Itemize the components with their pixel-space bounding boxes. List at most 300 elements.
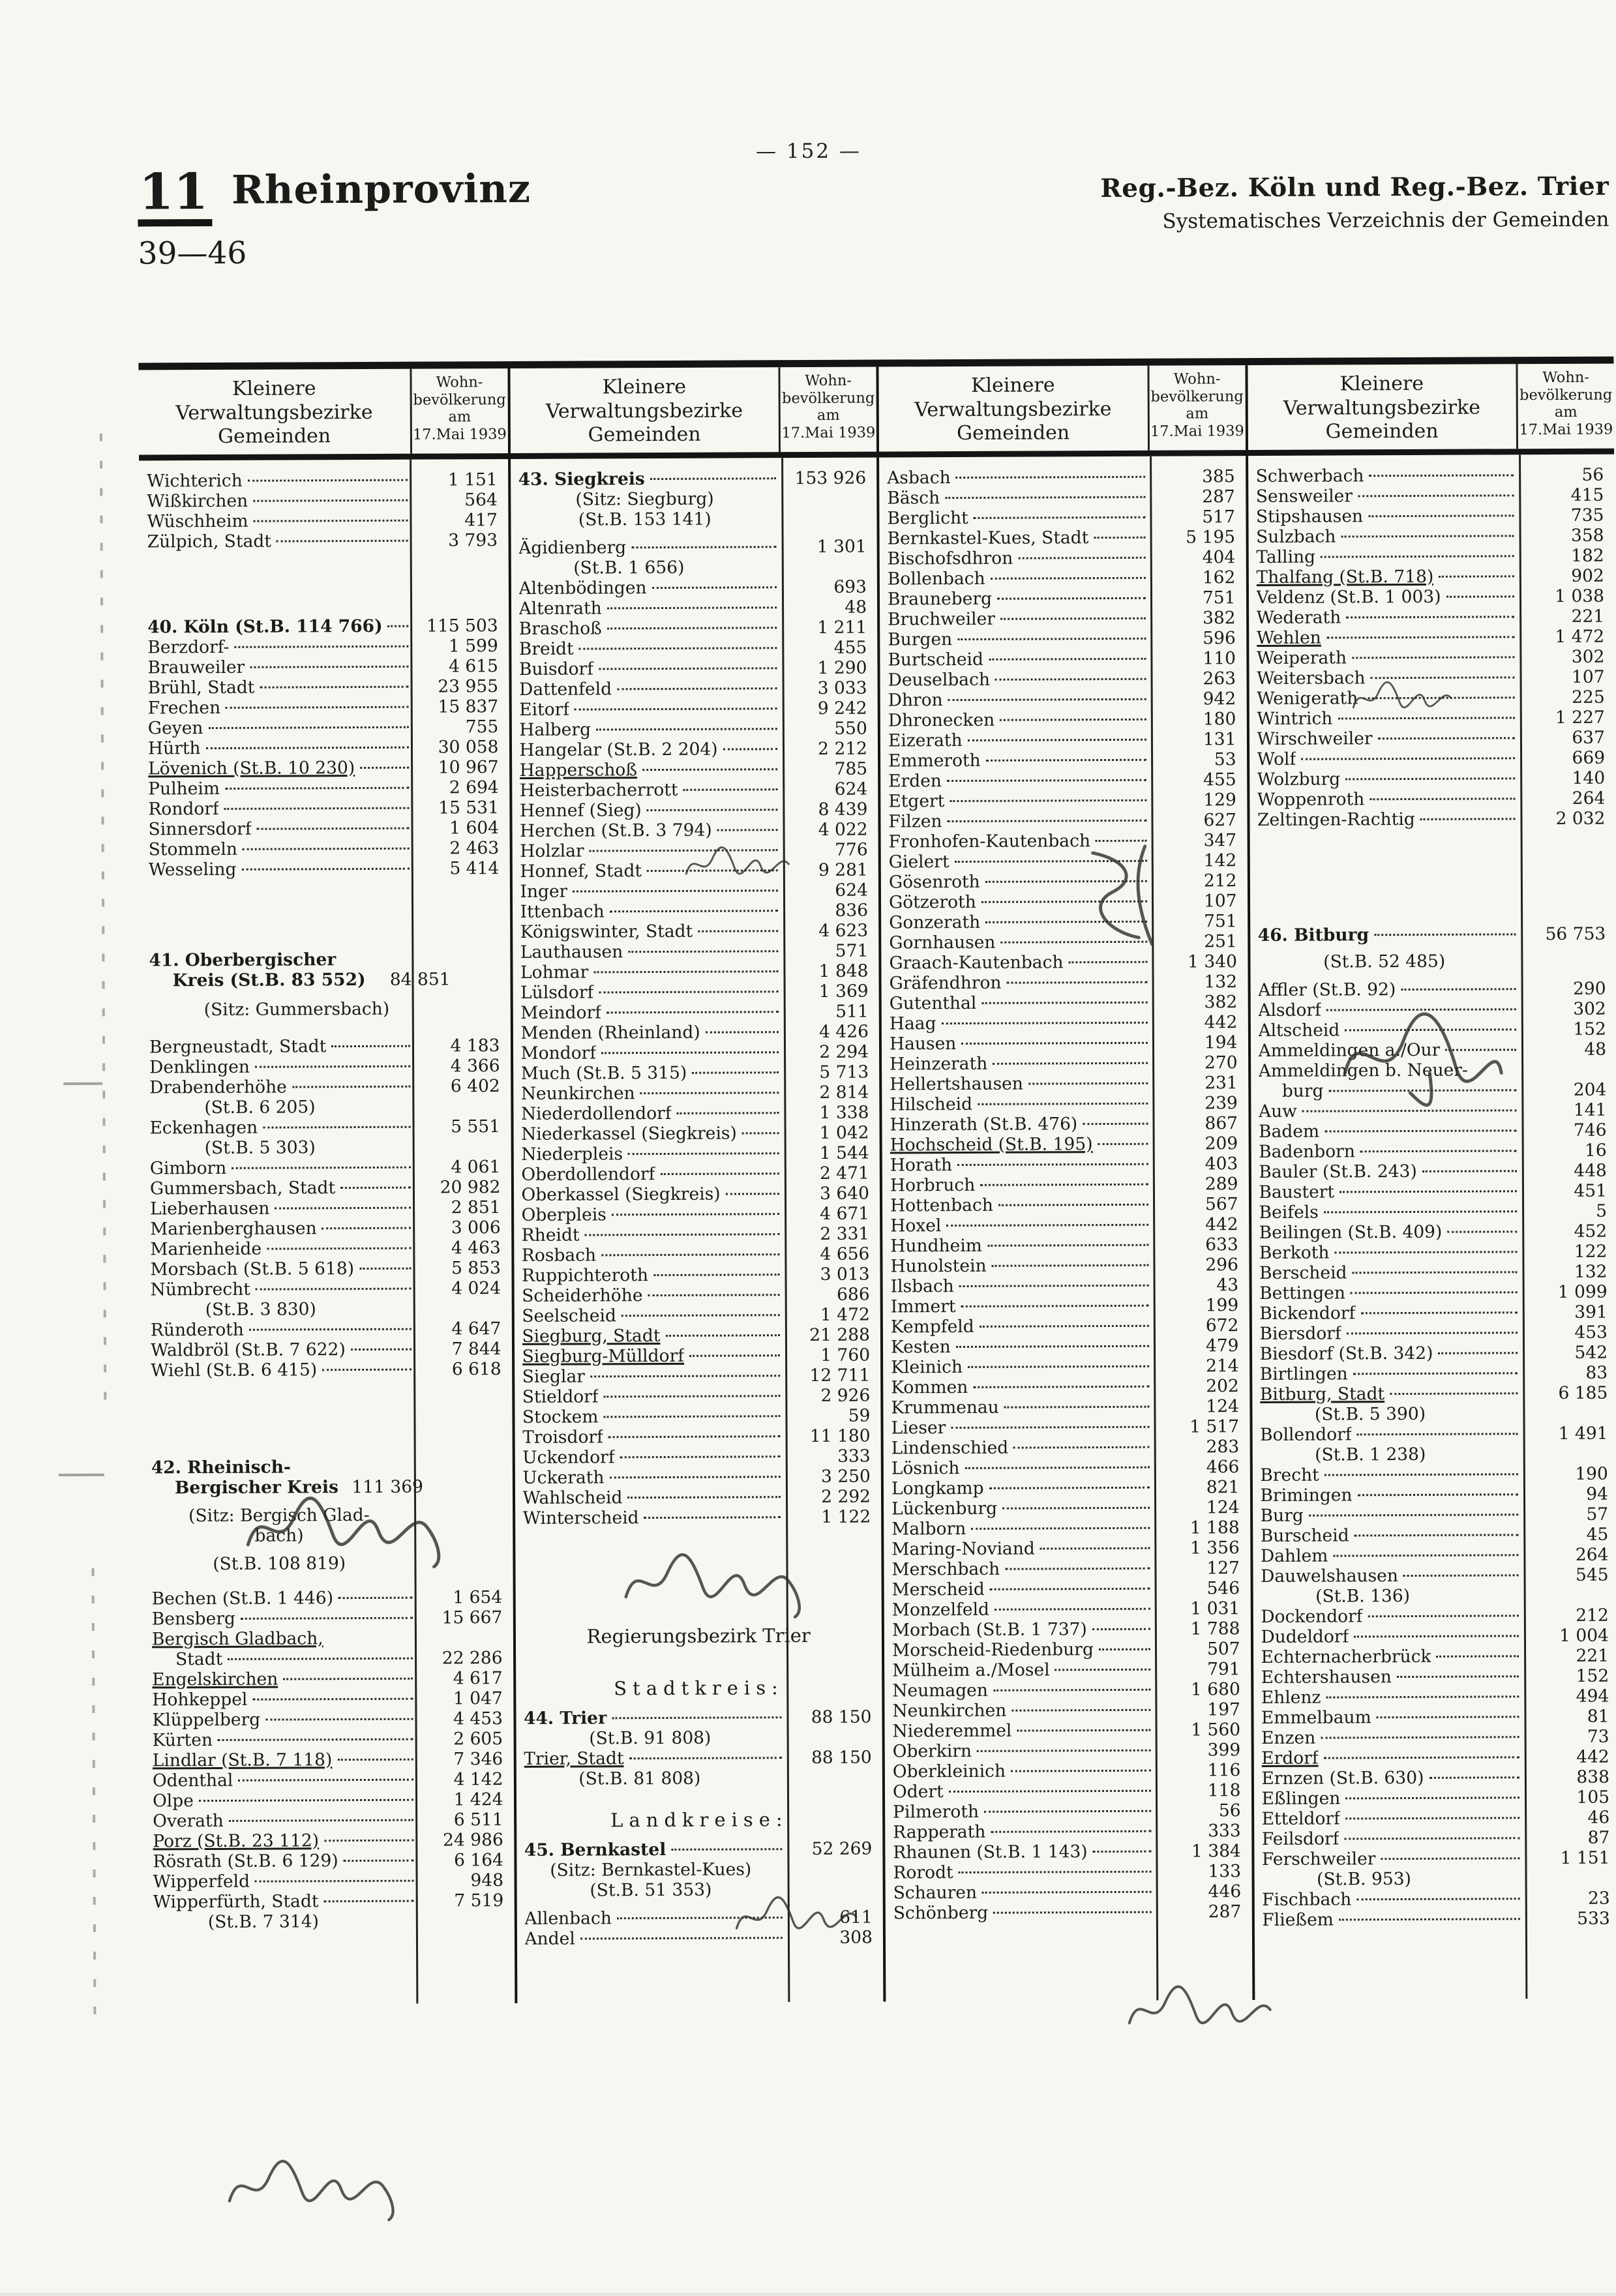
population-value: 1 788 [1190, 1618, 1240, 1639]
dotted-leader [974, 516, 1145, 519]
table-row [142, 1056, 511, 1077]
note-row: (St.B. 5 390) [1314, 1403, 1426, 1425]
dotted-leader [609, 1476, 780, 1478]
gemeinde-name: Dockendorf [1261, 1606, 1363, 1627]
population-value: 212 [1203, 870, 1237, 891]
table-row [1252, 1382, 1616, 1404]
gemeinde-name: Gonzerath [889, 912, 981, 933]
population-value: 2 331 [820, 1223, 870, 1244]
table-column [508, 457, 884, 2003]
population-value: 296 [1205, 1254, 1239, 1275]
population-value: 87 [1587, 1827, 1610, 1848]
district-row [141, 969, 510, 991]
population-value: 264 [1575, 1544, 1609, 1565]
population-value: 289 [1205, 1173, 1238, 1195]
population-value: 751 [1202, 587, 1236, 608]
table-row [139, 510, 508, 531]
dotted-leader [608, 1435, 781, 1438]
population-value: 83 [1585, 1362, 1608, 1383]
table-row [879, 486, 1246, 508]
dotted-leader [388, 625, 408, 627]
table-row [885, 1861, 1251, 1883]
gemeinde-name: Ägidienberg [518, 537, 627, 558]
gemeinde-name: Niederdollendorf [520, 1103, 672, 1124]
table-row [1248, 565, 1615, 587]
gemeinde-name: Hilscheid [890, 1094, 973, 1115]
table-row [881, 951, 1248, 973]
dotted-leader [644, 1516, 781, 1519]
header-group [876, 365, 1245, 451]
table-row [142, 1217, 511, 1239]
gemeinde-name: Haag [889, 1013, 936, 1034]
table-row [884, 1639, 1251, 1660]
section-heading: Stadtkreis: [614, 1676, 784, 1700]
gemeinde-name: Stieldorf [522, 1386, 599, 1407]
population-value: 21 288 [809, 1324, 870, 1345]
dotted-leader [256, 1287, 411, 1290]
gemeinde-name: Wolzburg [1257, 769, 1341, 790]
dotted-leader [593, 970, 778, 973]
dotted-leader [260, 685, 408, 688]
table-row [140, 798, 509, 819]
population-value: 1 099 [1557, 1281, 1608, 1302]
population-value: 221 [1571, 606, 1605, 627]
table-row [140, 530, 509, 552]
gemeinde-name: Malborn [891, 1518, 966, 1540]
gemeinde-name: Siegburg-Mülldorf [522, 1345, 685, 1367]
table-row [884, 1558, 1250, 1579]
table-row [883, 1376, 1249, 1397]
dotted-leader [199, 1798, 413, 1801]
gemeinde-name: Wesseling [148, 859, 237, 880]
table-row [884, 1659, 1251, 1680]
table-row [1252, 1483, 1616, 1505]
table-row [145, 1830, 514, 1851]
table-row [882, 1234, 1249, 1256]
gemeinde-name: Brauweiler [147, 657, 245, 678]
note-row: (Sitz: Bergisch Glad- [188, 1504, 370, 1526]
table-row [141, 858, 510, 880]
district-number-range: 39—46 [138, 235, 247, 272]
spacer [143, 1379, 512, 1457]
population-value: 129 [1203, 789, 1236, 811]
dotted-leader [218, 1738, 413, 1740]
table-row [882, 1214, 1249, 1236]
gemeinde-name: Niederpleis [521, 1144, 623, 1165]
dotted-leader [243, 847, 409, 850]
scan-artifact [59, 1474, 104, 1476]
dotted-leader [1369, 474, 1514, 477]
gemeinde-name: Berglicht [887, 507, 968, 529]
gemeinde-name: Graach-Kautenbach [889, 952, 1064, 974]
population-value: 22 286 [441, 1647, 503, 1669]
gemeinde-name: Bauler (St.B. 243) [1259, 1161, 1417, 1182]
table-row [511, 536, 877, 558]
population-value: 152 [1576, 1665, 1609, 1686]
dotted-leader [742, 1132, 779, 1134]
dotted-leader [1377, 1716, 1519, 1718]
population-value: 1 151 [1560, 1847, 1610, 1868]
population-value: 751 [1204, 910, 1237, 932]
gemeinde-name: Ehlenz [1261, 1687, 1321, 1708]
gemeinde-name: Wichterich [147, 470, 243, 492]
table-row [883, 1356, 1249, 1377]
population-value: 162 [1202, 567, 1236, 588]
gemeinde-name: Denklingen [149, 1056, 250, 1078]
population-value: 4 022 [818, 819, 868, 840]
gemeinde-name: Kommen [891, 1377, 968, 1398]
population-value: 2 814 [819, 1082, 869, 1103]
gemeinde-name: Beifels [1259, 1202, 1319, 1223]
gemeinde-name: Altscheid [1258, 1020, 1340, 1041]
table-row [1248, 545, 1615, 567]
note-row: (St.B. 52 485) [1323, 951, 1446, 972]
gemeinde-name: Hürth [147, 738, 201, 759]
gemeinde-name: Ernzen (St.B. 630) [1261, 1767, 1424, 1789]
gemeinde-name: 43. Siegkreis [518, 468, 645, 490]
gemeinde-name: Emmelbaum [1261, 1707, 1371, 1728]
table-row [1254, 1908, 1616, 1930]
dotted-leader [987, 1244, 1148, 1247]
dotted-leader [961, 1042, 1147, 1045]
dotted-leader [575, 708, 777, 710]
population-value: 111 369 [352, 1476, 424, 1497]
gemeinde-name: Geyen [147, 717, 203, 739]
gemeinde-name: Hellertshausen [890, 1073, 1023, 1095]
note-row: (St.B. 81 808) [578, 1768, 701, 1789]
table-row [883, 1275, 1249, 1296]
table-row [880, 689, 1247, 710]
gemeinde-name: 42. Rheinisch- [151, 1457, 292, 1478]
dotted-leader [1346, 616, 1514, 618]
dotted-leader [1437, 1655, 1519, 1658]
gemeinde-name: Biersdorf [1259, 1323, 1341, 1344]
gemeinde-name: Zülpich, Stadt [147, 531, 272, 552]
handwritten-scribble [1117, 1974, 1300, 2046]
table-row [880, 547, 1246, 569]
dotted-leader [1397, 1675, 1519, 1678]
population-value: 141 [1573, 1099, 1607, 1120]
handwritten-scribble [620, 1532, 816, 1631]
gemeinde-name: Königswinter, Stadt [520, 921, 693, 942]
population-value: 417 [464, 509, 498, 531]
population-value: 24 986 [443, 1829, 503, 1851]
note-row: (St.B. 3 830) [205, 1299, 316, 1320]
table-row [1253, 1544, 1616, 1566]
gemeinde-name: Drabenderhöhe [149, 1077, 287, 1098]
population-value: 550 [834, 718, 867, 739]
gemeinde-name: Rösrath (St.B. 6 129) [153, 1850, 338, 1872]
dotted-leader [984, 1810, 1151, 1813]
gemeinde-name: Krummenau [891, 1397, 999, 1418]
gemeinde-name: Frechen [147, 697, 221, 719]
population-value: 633 [1205, 1234, 1238, 1255]
population-value: 110 [1203, 648, 1236, 669]
dotted-leader [322, 1368, 411, 1371]
gemeinde-name: Lieberhausen [150, 1198, 270, 1219]
gemeinde-name: Ittenbach [520, 901, 605, 922]
table-row [515, 1466, 881, 1487]
gemeinde-name: Baustert [1259, 1182, 1335, 1202]
table-column [876, 456, 1252, 2001]
table-row [142, 1258, 511, 1279]
gemeinde-name: Ferschweiler [1261, 1849, 1376, 1870]
population-value: 10 967 [438, 756, 499, 778]
population-value: 302 [1571, 646, 1605, 667]
note-row: (Sitz: Siegburg) [575, 488, 714, 510]
dotted-leader [956, 476, 1145, 479]
gemeinde-name: Lauthausen [520, 942, 623, 962]
population-value: 8 439 [818, 799, 868, 820]
dotted-leader [992, 1264, 1148, 1267]
dotted-leader [1028, 1082, 1148, 1085]
gemeinde-name: Heisterbacherrott [519, 779, 678, 801]
table-row [1251, 1140, 1616, 1161]
population-value: 5 853 [451, 1257, 501, 1279]
dotted-leader [671, 1848, 782, 1851]
note-row: (St.B. 1 656) [573, 557, 685, 578]
dotted-leader [1354, 1534, 1519, 1536]
scan-artifact [100, 434, 107, 1412]
dotted-leader [1345, 1797, 1519, 1799]
gemeinde-name: Ruppichteroth [521, 1264, 649, 1286]
table-row [1251, 1221, 1616, 1242]
population-value: 838 [1576, 1767, 1609, 1787]
table-row [1249, 808, 1616, 829]
note-row: bach) [254, 1525, 304, 1546]
population-value: 776 [835, 839, 868, 860]
note-row: (Sitz: Gummersbach) [203, 998, 390, 1020]
population-value: 142 [1203, 850, 1237, 871]
dotted-leader [726, 1193, 779, 1195]
dotted-leader [1347, 1332, 1518, 1334]
table-row [884, 1457, 1250, 1478]
population-value: 385 [1202, 466, 1235, 487]
table-row [881, 931, 1248, 953]
population-value: 56 753 [1545, 923, 1606, 944]
note-row: (St.B. 953) [1317, 1868, 1411, 1890]
population-value: 2 926 [820, 1385, 871, 1406]
dotted-leader [948, 820, 1146, 822]
dotted-leader [277, 539, 408, 542]
population-value: 52 269 [811, 1838, 873, 1859]
gemeinde-name: Etgert [888, 790, 945, 812]
dotted-leader [946, 1224, 1148, 1227]
table-row [1251, 1342, 1616, 1364]
table-row [513, 961, 879, 982]
table-row [883, 1416, 1249, 1438]
dotted-leader [650, 477, 776, 480]
gemeinde-name: Stommeln [148, 839, 237, 860]
table-row [884, 1598, 1251, 1620]
gemeinde-name: Rhaunen (St.B. 1 143) [893, 1841, 1088, 1863]
table-row [145, 1810, 514, 1831]
page-number: — 152 — [755, 139, 862, 164]
population-value: 140 [1572, 768, 1606, 788]
handwritten-scribble [1067, 840, 1165, 951]
gemeinde-name: Meindorf [520, 1002, 602, 1023]
spacer [516, 1787, 882, 1808]
dotted-leader [677, 1112, 779, 1114]
dotted-leader [942, 1022, 1148, 1024]
gemeinde-name: Birtlingen [1259, 1364, 1348, 1384]
table-row [884, 1477, 1250, 1498]
district-row [516, 1707, 882, 1728]
gemeinde-name: Weiperath [1256, 648, 1347, 668]
dotted-leader [1092, 1628, 1150, 1630]
dotted-leader [1321, 555, 1514, 558]
table-row [143, 1339, 512, 1360]
dotted-leader [1358, 494, 1514, 497]
population-value: 2 292 [821, 1486, 871, 1507]
dotted-leader [629, 1757, 782, 1759]
gemeinde-name: Wintrich [1257, 708, 1333, 729]
dotted-leader [1339, 1918, 1520, 1920]
population-value: 4 024 [451, 1277, 501, 1299]
population-value: 1 544 [819, 1142, 869, 1163]
population-value: 942 [1203, 688, 1236, 709]
table-row [511, 617, 878, 638]
table-row [511, 637, 878, 659]
dotted-leader [340, 1186, 410, 1188]
gemeinde-name: Inger [520, 881, 568, 902]
population-value: 11 180 [809, 1425, 871, 1446]
table-row [140, 818, 509, 839]
gemeinde-name: Gösenroth [888, 871, 980, 893]
dotted-leader [601, 1051, 779, 1054]
dotted-leader [1093, 1851, 1151, 1853]
gemeinde-name: Morbach (St.B. 1 737) [891, 1618, 1087, 1641]
dotted-leader [331, 1045, 410, 1047]
gemeinde-name: Dauwelshausen [1260, 1565, 1398, 1587]
header-right [1100, 171, 1609, 233]
table-row [143, 1319, 512, 1340]
population-value: 2 471 [819, 1163, 869, 1184]
gemeinde-name: Oberkirn [892, 1740, 972, 1762]
table-row [140, 757, 509, 779]
dotted-leader [991, 577, 1146, 580]
gemeinde-name: Siegburg, Stadt [522, 1325, 661, 1347]
population-value: 6 185 [1558, 1382, 1608, 1403]
population-value: 511 [835, 1001, 869, 1022]
dotted-leader [606, 1011, 779, 1013]
gemeinde-name: Burtscheid [888, 649, 983, 670]
dotted-leader [627, 1496, 781, 1498]
gemeinde-name: Hochscheid (St.B. 195) [890, 1133, 1093, 1155]
note-row: (St.B. 153 141) [578, 509, 711, 530]
table-row [145, 1870, 515, 1892]
dotted-leader [973, 1386, 1148, 1388]
dotted-leader [665, 1334, 780, 1337]
population-value: 627 [1203, 809, 1237, 831]
gemeinde-name: Oberkleinich [892, 1761, 1006, 1782]
gemeinde-name: burg [1281, 1081, 1324, 1101]
dotted-leader [1378, 737, 1515, 739]
table-row [511, 718, 878, 739]
dotted-leader [957, 1163, 1148, 1166]
dotted-leader [255, 1879, 413, 1882]
table-row [881, 830, 1248, 852]
dotted-leader [1356, 1898, 1519, 1900]
population-value: 23 955 [438, 676, 499, 697]
dotted-leader [238, 1778, 413, 1781]
table-row [882, 1154, 1249, 1175]
table-row [515, 1446, 881, 1467]
dotted-leader [647, 809, 778, 811]
population-value: 1 760 [820, 1345, 871, 1365]
population-value: 442 [1205, 1214, 1238, 1235]
population-value: 596 [1203, 627, 1236, 649]
population-value: 791 [1207, 1658, 1240, 1680]
dotted-leader [1374, 933, 1516, 936]
gemeinde-name: Schönberg [893, 1902, 989, 1924]
gemeinde-name: Burgen [888, 629, 953, 650]
gemeinde-name: 46. Bitburg [1257, 925, 1369, 946]
population-value: 180 [1203, 708, 1236, 730]
population-value: 132 [1204, 971, 1238, 992]
dotted-leader [683, 788, 778, 791]
dotted-leader [1334, 1251, 1517, 1253]
table-row [1251, 1180, 1616, 1202]
dotted-leader [1401, 988, 1516, 991]
dotted-leader [1351, 1291, 1518, 1294]
dotted-leader [948, 698, 1146, 701]
population-value: 571 [835, 940, 869, 961]
note-row: (St.B. 108 819) [213, 1553, 346, 1574]
dotted-leader [968, 1365, 1149, 1368]
population-value: 302 [1573, 998, 1606, 1019]
gemeinde-name: Berkoth [1259, 1242, 1330, 1263]
dotted-leader [254, 519, 408, 522]
gemeinde-name: Brauneberg [887, 588, 993, 610]
table-row [1251, 1200, 1616, 1222]
gemeinde-name: Marienheide [150, 1238, 262, 1260]
table-row [882, 1113, 1248, 1135]
dotted-leader [226, 706, 408, 708]
table-row [884, 1437, 1250, 1458]
dotted-leader [1068, 961, 1146, 964]
dotted-leader [275, 1206, 410, 1209]
table-row [512, 819, 878, 841]
gemeinde-name: Menden (Rheinland) [520, 1022, 700, 1043]
table-row [514, 1304, 880, 1326]
table-row [144, 1688, 513, 1710]
gemeinde-name: Bechen (St.B. 1 446) [151, 1587, 334, 1609]
gemeinde-name: Biesdorf (St.B. 342) [1259, 1343, 1433, 1364]
dotted-leader [1439, 575, 1514, 578]
gemeinde-name: Eizerath [888, 730, 963, 751]
dotted-leader [998, 1204, 1148, 1206]
gemeinde-name: Bergischer Kreis [174, 1476, 339, 1498]
gemeinden-column-header: Kleinere Verwaltungsbezirke Gemeinden [175, 377, 373, 449]
table-row [1251, 1322, 1616, 1343]
gemeinde-name: Rheidt [521, 1225, 580, 1245]
gemeinde-name: Veldenz (St.B. 1 003) [1256, 586, 1441, 608]
gemeinde-name: 40. Köln (St.B. 114 766) [147, 616, 383, 638]
population-value: 494 [1576, 1686, 1609, 1707]
dotted-leader [338, 1596, 412, 1598]
population-value: 290 [1572, 978, 1606, 999]
population-value: 57 [1586, 1504, 1609, 1525]
dotted-leader [621, 1314, 780, 1317]
gemeinde-name: Bollenbach [887, 568, 985, 589]
dotted-leader [1368, 1615, 1519, 1617]
table-row [1253, 1564, 1616, 1586]
gemeinde-name: Overath [153, 1810, 224, 1832]
population-value: 1 384 [1191, 1840, 1241, 1862]
dotted-leader [1099, 1648, 1150, 1650]
dotted-leader [995, 678, 1146, 681]
